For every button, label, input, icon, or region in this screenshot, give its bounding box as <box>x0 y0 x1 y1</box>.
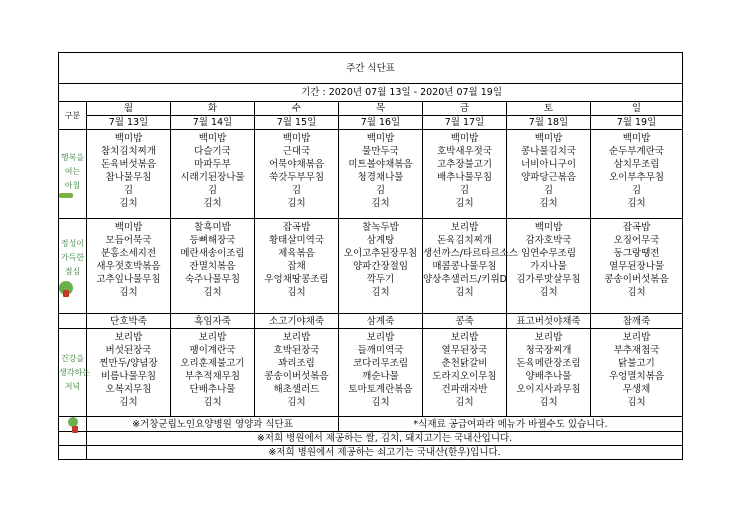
menu-item: 동그랑땡전 <box>613 248 660 259</box>
porridge-label <box>59 314 87 329</box>
menu-item: 김 <box>207 185 218 196</box>
porridge-sun: 참깨죽 <box>591 314 683 329</box>
lunch-sun <box>591 219 683 314</box>
menu-item: 돈육버섯볶음 <box>100 159 157 170</box>
breakfast-sun <box>591 130 683 219</box>
menu-item: 모듬어묵국 <box>105 235 152 246</box>
menu-item: 물만두국 <box>362 146 399 157</box>
menu-item: 김치 <box>627 397 646 408</box>
potted-plant-icon <box>59 281 73 295</box>
menu-item: 김치 <box>455 198 474 209</box>
porridge-fri: 콩죽 <box>423 314 507 329</box>
menu-item: 메란새송이조림 <box>180 248 245 259</box>
menu-item: 오이지사과무침 <box>516 384 581 395</box>
breakfast-label: 행복을 여는 아침 <box>59 130 87 219</box>
breakfast-tue <box>171 130 255 219</box>
menu-item: 김치 <box>203 198 222 209</box>
menu-item: 오징어무국 <box>613 235 660 246</box>
menu-item: 백미밥 <box>282 133 311 144</box>
note-plant-cell <box>59 417 87 432</box>
lunch-wed <box>255 219 339 314</box>
menu-item: 김치 <box>203 287 222 298</box>
menu-item: 황태살미역국 <box>268 235 325 246</box>
menu-item: 깍두기 <box>366 274 395 285</box>
menu-item: 김치 <box>627 287 646 298</box>
menu-item: 삼계탕 <box>366 235 395 246</box>
menu-item: 매콤콩나물무침 <box>432 261 497 272</box>
menu-item: 김치 <box>287 397 306 408</box>
menu-item: 우엉멸치볶음 <box>608 371 665 382</box>
breakfast-row <box>59 130 683 219</box>
menu-item: 보리밥 <box>450 222 479 233</box>
date-wed: 7월 15일 <box>255 116 339 130</box>
menu-item: 김치 <box>455 287 474 298</box>
menu-item: 깨순나물 <box>362 371 399 382</box>
menu-item: 호박된장국 <box>273 345 320 356</box>
day-sun: 일 <box>591 102 683 116</box>
date-fri: 7월 17일 <box>423 116 507 130</box>
porridge-tue: 흑임자죽 <box>171 314 255 329</box>
menu-item: 어묵야채볶음 <box>268 159 325 170</box>
lunch-fri <box>423 219 518 314</box>
dinner-label: 건강을 생각하는 저녁 <box>59 329 87 417</box>
note-disclaimer: *식재료 공급여파라 메뉴가 바뀔수도 있습니다. <box>339 417 683 432</box>
menu-item: 백미밥 <box>198 133 227 144</box>
menu-item: 콩송이버섯볶음 <box>604 274 669 285</box>
lunch-tue <box>171 219 255 314</box>
menu-item: 참나물무침 <box>105 172 152 183</box>
menu-item: 김치 <box>203 397 222 408</box>
menu-item: 보리밥 <box>534 332 563 343</box>
menu-item: 오복지무침 <box>105 384 152 395</box>
menu-item: 꽈리조림 <box>278 358 315 369</box>
menu-item: 김치 <box>539 198 558 209</box>
menu-item: 보리밥 <box>366 332 395 343</box>
menu-item: 임연수무조림 <box>520 248 577 259</box>
menu-item: 양상추샐러드/키위D <box>423 274 507 285</box>
menu-item: 돈육김치찌개 <box>436 235 493 246</box>
day-thu: 목 <box>339 102 423 116</box>
menu-item: 보리밥 <box>450 332 479 343</box>
menu-item: 참치김치찌개 <box>100 146 157 157</box>
menu-item: 백미밥 <box>534 133 563 144</box>
menu-item: 잔멸치볶음 <box>189 261 236 272</box>
date-tue: 7월 14일 <box>171 116 255 130</box>
menu-item: 배추나물무침 <box>436 172 493 183</box>
menu-item: 김치 <box>119 397 138 408</box>
menu-item: 김치 <box>371 287 390 298</box>
menu-item: 김 <box>123 185 134 196</box>
menu-item: 김치 <box>119 287 138 298</box>
menu-item: 건파래자반 <box>441 384 488 395</box>
menu-item: 찐만두/양념장 <box>99 358 158 369</box>
porridge-thu: 삼계죽 <box>339 314 423 329</box>
porridge-wed: 소고기야채죽 <box>255 314 339 329</box>
dinner-thu <box>339 329 423 417</box>
menu-item: 김 <box>459 185 470 196</box>
menu-item: 백미밥 <box>366 133 395 144</box>
menu-item: 등뼈해장국 <box>189 235 236 246</box>
date-mon: 7월 13일 <box>87 116 171 130</box>
menu-item: 김치 <box>287 287 306 298</box>
menu-item: 춘천닭갈비 <box>441 358 488 369</box>
day-mon: 월 <box>87 102 171 116</box>
porridge-row <box>59 314 683 329</box>
menu-item: 콩나물김치국 <box>520 146 577 157</box>
menu-item: 청경채나물 <box>357 172 404 183</box>
day-sat: 토 <box>507 102 591 116</box>
note-origin-beef: ※저희 병원에서 제공하는 쇠고기는 국내산(한우)입니다. <box>87 446 683 460</box>
menu-item: 감자호박국 <box>525 235 572 246</box>
menu-item: 백미밥 <box>622 133 651 144</box>
menu-item: 김 <box>375 185 386 196</box>
menu-item: 버섯된장국 <box>105 345 152 356</box>
menu-item: 찰흑미밥 <box>194 222 231 233</box>
menu-item: 양배추나물 <box>525 371 572 382</box>
menu-title: 주간 식단표 <box>59 53 683 84</box>
dinner-sat <box>507 329 591 417</box>
breakfast-fri <box>423 130 507 219</box>
breakfast-thu <box>339 130 423 219</box>
menu-item: 고추잎나물무침 <box>96 274 161 285</box>
category-header: 구분 <box>59 102 87 130</box>
dinner-tue <box>171 329 255 417</box>
day-wed: 수 <box>255 102 339 116</box>
menu-item: 분홍소세지전 <box>100 248 157 259</box>
note-hospital: ※거창군립노인요양병원 영양과 식단표 <box>87 417 339 432</box>
menu-item: 콩송이버섯볶음 <box>264 371 329 382</box>
menu-item: 김치 <box>455 397 474 408</box>
menu-item: 김치 <box>539 397 558 408</box>
lunch-mon <box>87 219 171 314</box>
menu-item: 오이고추된장무침 <box>343 248 418 259</box>
menu-item: 양파간장절임 <box>352 261 409 272</box>
menu-item: 백미밥 <box>450 133 479 144</box>
menu-item: 김치 <box>119 198 138 209</box>
menu-item: 닭불고기 <box>618 358 655 369</box>
menu-item: 백미밥 <box>534 222 563 233</box>
breakfast-wed <box>255 130 339 219</box>
lunch-sat <box>507 219 591 314</box>
menu-item: 해초샐러드 <box>273 384 320 395</box>
date-sat: 7월 18일 <box>507 116 591 130</box>
menu-item: 비름나물무침 <box>100 371 157 382</box>
menu-item: 쑥갓두부무침 <box>268 172 325 183</box>
menu-item: 보리밥 <box>114 332 143 343</box>
menu-item: 무생채 <box>622 384 651 395</box>
menu-item: 보리밥 <box>622 332 651 343</box>
menu-item: 보리밥 <box>282 332 311 343</box>
menu-item: 새우젓호박볶음 <box>96 261 161 272</box>
menu-item: 너비아니구이 <box>520 159 577 170</box>
day-tue: 화 <box>171 102 255 116</box>
menu-item: 백미밥 <box>114 222 143 233</box>
menu-item: 부추재첩국 <box>613 345 660 356</box>
note-empty-1 <box>59 432 87 446</box>
menu-item: 고추장불고기 <box>436 159 493 170</box>
menu-item: 호박새우젓국 <box>436 146 493 157</box>
menu-item: 잡곡밥 <box>282 222 311 233</box>
menu-item: 가지나물 <box>530 261 567 272</box>
menu-item: 돈육메란장조림 <box>516 358 581 369</box>
menu-item: 오리훈제불고기 <box>180 358 245 369</box>
menu-item: 찰녹두밥 <box>362 222 399 233</box>
menu-item: 백미밥 <box>114 133 143 144</box>
menu-item: 우엉채땅콩조림 <box>264 274 329 285</box>
menu-item: 양파당근볶음 <box>520 172 577 183</box>
menu-item: 단배추나물 <box>189 384 236 395</box>
menu-item: 도라지오이무침 <box>432 371 497 382</box>
menu-item: 김 <box>631 185 642 196</box>
menu-item: 제육볶음 <box>278 248 315 259</box>
day-fri: 금 <box>423 102 507 116</box>
menu-item: 마파두부 <box>194 159 231 170</box>
menu-item: 김치 <box>627 198 646 209</box>
potted-plant-icon <box>68 417 78 427</box>
menu-item: 청국장찌개 <box>525 345 572 356</box>
dinner-row <box>59 329 683 417</box>
menu-item: 김 <box>291 185 302 196</box>
menu-item: 잡곡밥 <box>622 222 651 233</box>
porridge-sat: 표고버섯야채죽 <box>507 314 591 329</box>
lunch-thu <box>339 219 423 314</box>
menu-item: 김치 <box>539 287 558 298</box>
menu-item: 김치 <box>287 198 306 209</box>
lunch-row <box>59 219 683 314</box>
leaf-icon <box>59 193 73 198</box>
menu-item: 코다리무조림 <box>352 358 409 369</box>
breakfast-sat <box>507 130 591 219</box>
menu-item: 부추적채무침 <box>184 371 241 382</box>
date-sun: 7월 19일 <box>591 116 683 130</box>
menu-item: 김치 <box>371 397 390 408</box>
weekly-menu-table <box>58 52 683 460</box>
dinner-wed <box>255 329 339 417</box>
menu-item: 보리밥 <box>198 332 227 343</box>
menu-item: 다슬기국 <box>194 146 231 157</box>
menu-item: 잡채 <box>287 261 306 272</box>
note-empty-2 <box>59 446 87 460</box>
menu-item: 열무된장나물 <box>608 261 665 272</box>
menu-item: 근대국 <box>282 146 311 157</box>
breakfast-mon <box>87 130 171 219</box>
menu-item: 오이부추무침 <box>608 172 665 183</box>
lunch-label: 정성이 가득한 점심 <box>59 219 87 314</box>
dinner-sun <box>591 329 683 417</box>
menu-item: 삼치무조림 <box>613 159 660 170</box>
menu-item: 팽이계란국 <box>189 345 236 356</box>
menu-item: 생선까스/타르타르소스 <box>423 248 518 259</box>
menu-item: 김가루맛살무침 <box>516 274 581 285</box>
dinner-fri <box>423 329 507 417</box>
date-thu: 7월 16일 <box>339 116 423 130</box>
dinner-mon <box>87 329 171 417</box>
menu-item: 순두부계란국 <box>608 146 665 157</box>
menu-item: 열무된장국 <box>441 345 488 356</box>
menu-period: 기간 : 2020년 07월 13일 - 2020년 07월 19일 <box>59 84 683 102</box>
menu-item: 시래기된장나물 <box>180 172 245 183</box>
menu-item: 미트볼야채볶음 <box>348 159 413 170</box>
menu-item: 들깨미역국 <box>357 345 404 356</box>
menu-item: 토마토계란볶음 <box>348 384 413 395</box>
note-origin-rice: ※저희 병원에서 제공하는 쌀, 김치, 돼지고기는 국내산입니다. <box>87 432 683 446</box>
menu-item: 김치 <box>371 198 390 209</box>
porridge-mon: 단호박죽 <box>87 314 171 329</box>
menu-item: 김 <box>543 185 554 196</box>
menu-item: 숙주나물무침 <box>184 274 241 285</box>
